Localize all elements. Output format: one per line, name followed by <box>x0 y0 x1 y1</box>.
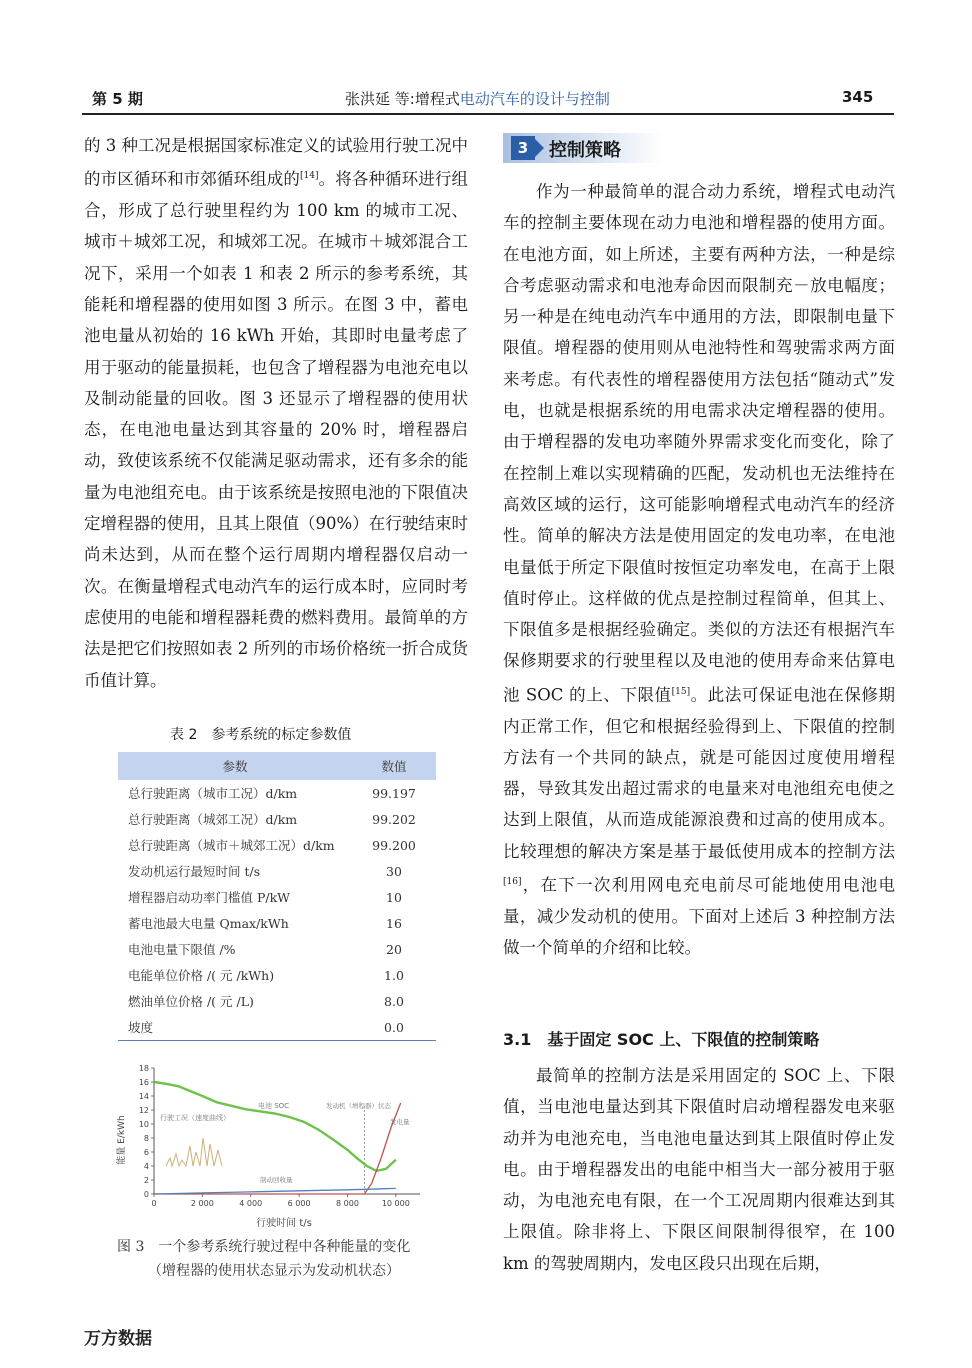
table-row <box>118 806 436 832</box>
table-row <box>118 962 436 988</box>
table-cell-value: 16 <box>386 915 402 931</box>
table-row <box>118 910 436 936</box>
table-row <box>118 988 436 1014</box>
chart-x-tick-label: 8 000 <box>336 1199 359 1208</box>
section-heading <box>503 133 663 163</box>
energy-chart <box>108 1058 438 1230</box>
table-row <box>118 858 436 884</box>
column-header-param: 参数 <box>118 752 352 780</box>
left-column-text <box>84 130 468 696</box>
chart-y-tick-label: 8 <box>143 1134 149 1143</box>
annotation-drive-cycle: 行驶工况（速度曲线） <box>160 1114 230 1122</box>
column-header-value: 数值 <box>352 752 436 780</box>
journal-issue: 第 5 期 <box>92 90 143 108</box>
chart-x-axis-label: 行驶时间 t/s <box>256 1218 312 1229</box>
series-line-制动回收量 <box>154 1188 396 1194</box>
annotation-regen-energy: 制动回收量 <box>260 1176 293 1184</box>
chart-y-tick-label: 12 <box>138 1106 149 1115</box>
table-cell-value: 10 <box>386 889 402 905</box>
table-row <box>118 780 436 806</box>
table-cell-value: 8.0 <box>384 993 404 1009</box>
subsection-text <box>503 1060 895 1279</box>
left-paragraph-part-a: 的 3 种工况是根据国家标准定义的试验用行驶工况中的市区循环和市郊循环组成的 <box>84 136 468 189</box>
running-title-part1: 增程式 <box>414 90 460 108</box>
chart-plot-area <box>139 1064 420 1208</box>
right-column-text <box>503 176 895 963</box>
left-paragraph-part-b: 。将各种循环进行组合，形成了总行驶里程约为 100 km 的城市工况、城市＋城郊工况，和城郊工况。在城市＋城郊混合工况下，采用一个如表 1 和表 2 所示的参考系统，其能耗和增程器的使用如图 3 所示。在图 3 中，蓄电池电量从初始的 16 kWh 开始，其即时电量考虑了用于驱动的能量损耗，也包含了增程器为电池充电以及制动能量的回收。图 3 还显示了增程器的使用状态，在电池电量达到其容量的 20% 时，增程器启动，致使该系统不仅能满足驱动需求，还有多余的能量为电池组充电。由于该系统是按照电池的下限值决定增程器的使用，且其上限值（90%）在行驶结束时尚未达到，从而在整个运行周期内增程器仅启动一次。在衡量增程式电动汽车的运行成本时，应同时考虑使用的电能和增程器耗费的燃料费用。最简单的方法是把它们按照如表 2 所列的市场价格统一折合成货币值计算。 <box>84 169 469 690</box>
chart-y-tick-label: 0 <box>143 1190 149 1199</box>
section-paragraph <box>503 176 895 963</box>
table-cell-param: 总行驶距离（城市工况）d/km <box>128 786 298 801</box>
chart-y-tick-label: 4 <box>143 1162 149 1171</box>
section-arrow-icon <box>535 139 544 157</box>
header-rule <box>82 113 894 115</box>
chart-x-tick-label: 4 000 <box>239 1199 263 1208</box>
running-title-part2: 电动汽车的设计与控制 <box>459 90 610 108</box>
table-cell-param: 燃油单位价格 /( 元 /L) <box>128 994 254 1009</box>
table-cell-param: 坡度 <box>118 1014 352 1041</box>
annotation-generated-energy: 发电量 <box>390 1118 410 1126</box>
table-cell-param: 蓄电池最大电量 Qmax/kWh <box>128 916 289 931</box>
table-cell-value: 1.0 <box>384 967 404 983</box>
table-cell-param: 发动机运行最短时间 t/s <box>128 864 261 879</box>
footer-logo-text: 万方数据 <box>84 1329 152 1349</box>
table-cell-param: 总行驶距离（城市＋城郊工况）d/km <box>128 838 335 853</box>
figure-caption-line2: （增程器的使用状态显示为发动机状态） <box>148 1263 400 1279</box>
table-cell-param: 增程器启动功率门槛值 P/kW <box>128 890 291 905</box>
annotation-battery-soc: 电池 SOC <box>258 1102 290 1110</box>
section-paragraph-part-b: 。此法可保证电池在保修期内正常工作，但它和根据经验得到上、下限值的控制方法有一个共同的缺点，就是可能因过度使用增程器，导致其发出超过需求的电量来对电池组充电使之达到上限值，从而造成能源浪费和过高的使用成本。比较理想的解决方案是基于最低使用成本的控制方法 <box>503 685 896 861</box>
table-row <box>118 1014 436 1041</box>
section-paragraph-part-c: ，在下一次利用网电充电前尽可能地使用电池电量，减少发动机的使用。下面对上述后 3 种控制方法做一个简单的介绍和比较。 <box>503 875 895 958</box>
table-row <box>118 832 436 858</box>
chart-x-tick-label: 0 <box>151 1199 157 1208</box>
table-header-row <box>118 752 436 780</box>
section-title: 控制策略 <box>549 140 621 161</box>
chart-y-tick-label: 6 <box>143 1148 149 1157</box>
annotation-engine-state: 发动机（增程器）状态 <box>326 1102 391 1110</box>
table-cell-value: 0.0 <box>352 1014 436 1041</box>
table-row <box>118 936 436 962</box>
chart-y-tick-label: 10 <box>138 1120 149 1129</box>
table-row <box>118 884 436 910</box>
table-caption: 表 2 参考系统的标定参数值 <box>170 727 352 743</box>
page-number: 345 <box>842 88 874 106</box>
subsection-paragraph: 最简单的控制方法是采用固定的 SOC 上、下限值，当电池电量达到其下限值时启动增程器发电来驱动并为电池充电，当电池电量达到其上限值时停止发电。由于增程器发出的电能中相当大一部分被用于驱动，为电池充电有限，在一个工况周期内很难达到其上限值。除非将上、下限区间限制得很窄，在 100 km 的驾驶周期内，发电区段只出现在后期， <box>503 1066 895 1273</box>
chart-x-tick-label: 6 000 <box>287 1199 311 1208</box>
chart-x-tick-label: 10 000 <box>381 1199 410 1208</box>
citation-14: [14] <box>300 171 319 182</box>
table-cell-value: 99.197 <box>372 785 416 801</box>
table-cell-param: 电池电量下限值 /% <box>128 942 236 957</box>
chart-y-tick-label: 2 <box>143 1176 149 1185</box>
subsection-title: 3.1 基于固定 SOC 上、下限值的控制策略 <box>503 1030 820 1049</box>
chart-y-tick-label: 18 <box>138 1064 149 1073</box>
left-paragraph <box>84 130 468 696</box>
table-cell-value: 30 <box>386 863 402 879</box>
table-cell-value: 20 <box>386 941 402 957</box>
drive-cycle-inset <box>166 1138 222 1166</box>
running-title <box>345 88 610 109</box>
table-cell-param: 电能单位价格 /( 元 /kWh) <box>128 968 275 983</box>
table-cell-param: 总行驶距离（城郊工况）d/km <box>128 812 298 827</box>
figure-caption-line1: 图 3 一个参考系统行驶过程中各种能量的变化 <box>117 1239 411 1255</box>
table-cell-value: 99.202 <box>372 811 416 827</box>
citation-16: [16] <box>503 877 522 888</box>
section-number: 3 <box>511 136 535 160</box>
section-paragraph-part-a: 作为一种最简单的混合动力系统，增程式电动汽车的控制主要体现在动力电池和增程器的使用方面。在电池方面，如上所述，主要有两种方法，一种是综合考虑驱动需求和电池寿命因而限制充－放电幅度；另一种是在纯电动汽车中通用的方法，即限制电量下限值。增程器的使用则从电池特性和驾驶需求两方面来考虑。有代表性的增程器使用方法包括“随动式”发电，也就是根据系统的用电需求决定增程器的使用。由于增程器的发电功率随外界需求变化而变化，除了在控制上难以实现精确的匹配，发动机也无法维持在高效区域的运行，这可能影响增程式电动汽车的经济性。简单的解决方法是使用固定的发电功率，在电池电量低于所定下限值时按恒定功率发电，在高于上限值时停止。这样做的优点是控制过程简单，但其上、下限值多是根据经验确定。类似的方法还有根据汽车保修期要求的行驶里程以及电池的使用寿命来估算电池 SOC 的上、下限值 <box>503 182 895 705</box>
chart-x-tick-label: 2 000 <box>190 1199 214 1208</box>
chart-y-tick-label: 14 <box>138 1092 149 1101</box>
table-cell-value: 99.200 <box>372 837 416 853</box>
citation-15: [15] <box>671 686 691 697</box>
series-line-电池 SOC <box>154 1082 396 1171</box>
running-authors: 张洪延 等: <box>345 90 415 108</box>
chart-y-tick-label: 16 <box>138 1078 149 1087</box>
parameter-table <box>118 752 436 1041</box>
chart-y-axis-label: 能量 E/kWh <box>117 1115 127 1165</box>
